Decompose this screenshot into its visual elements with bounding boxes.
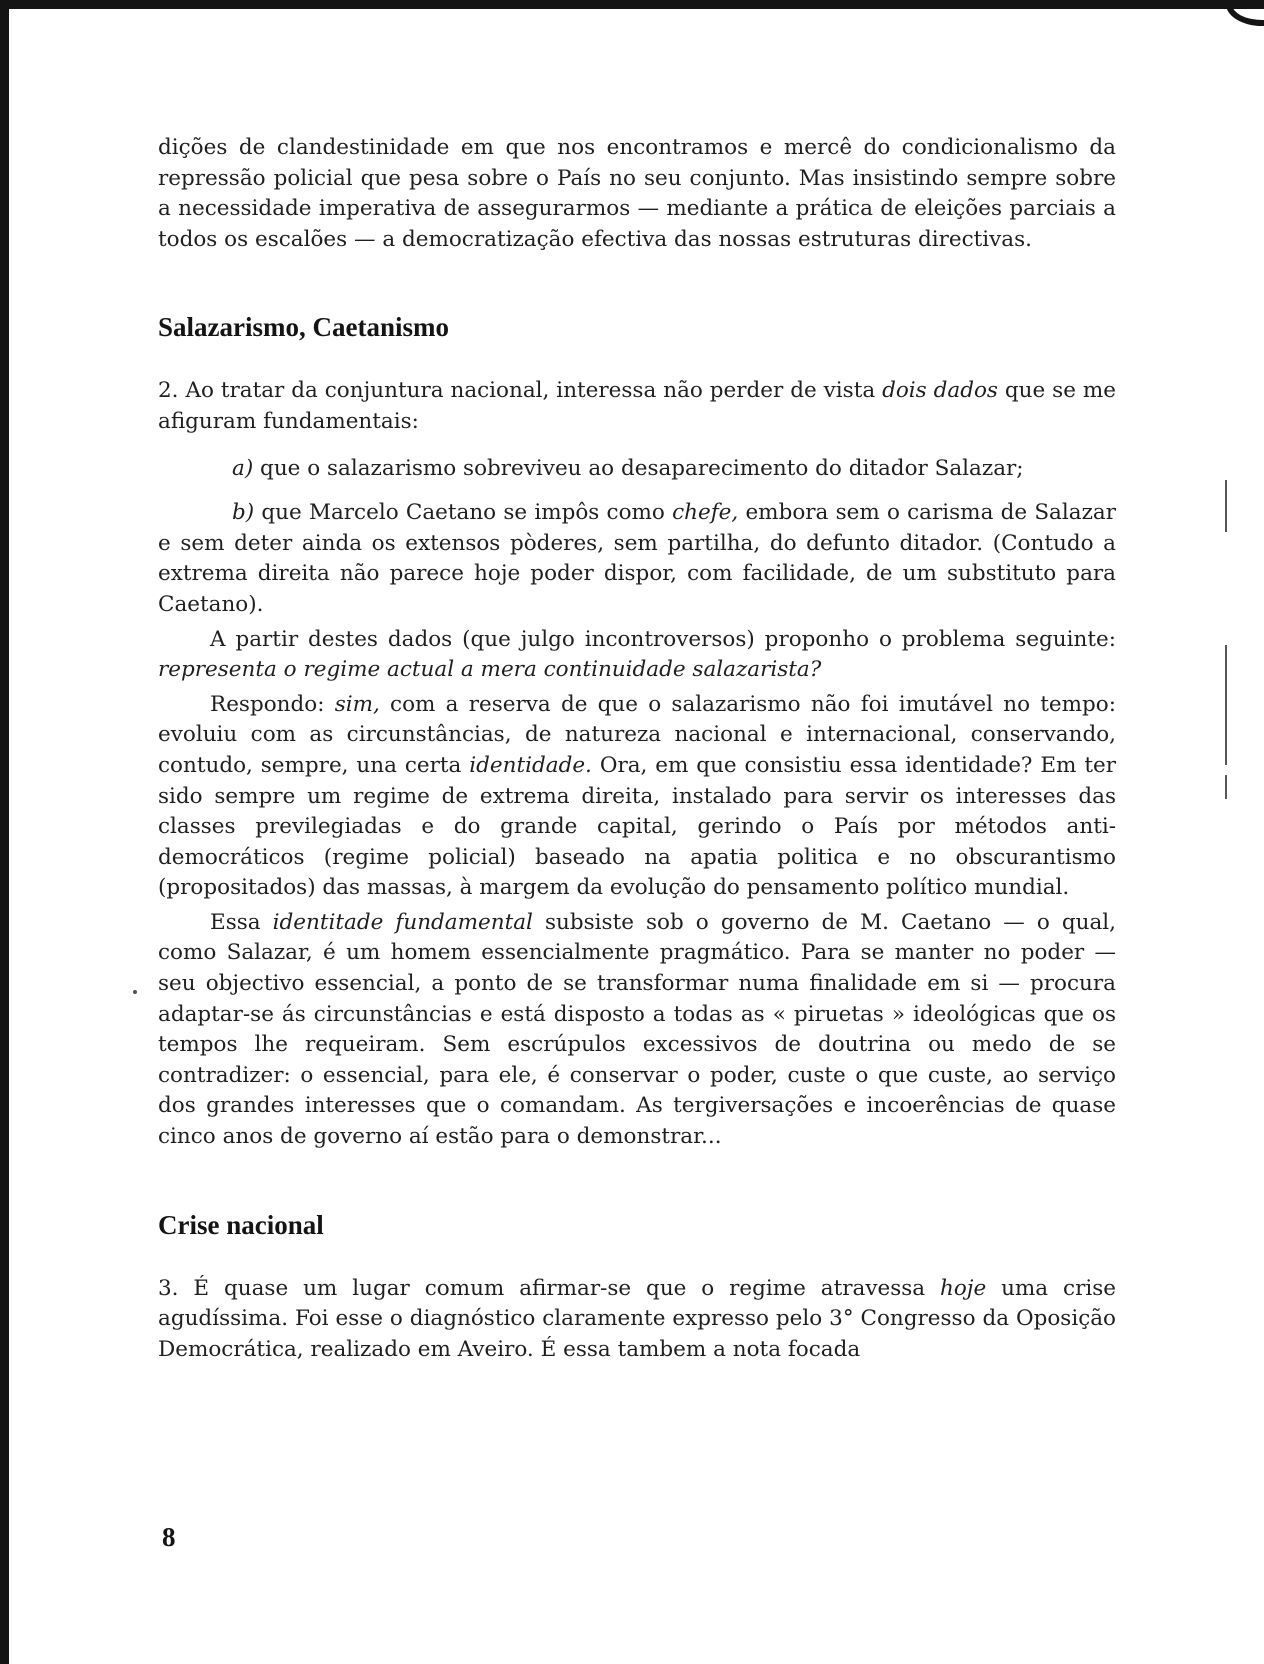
paragraph-essa-text-b: subsiste sob o governo de M. Caetano — o qual, como Salazar, é um homem essencialmente pragmático. Para se manter no poder — seu objectivo essencial, a ponto de se transformar numa finalidade em si — procura adaptar-se ás circunstâncias e está disposto a todas as « piruetas » ideológicas que os tempos lhe requeiram. Sem escrúpulos excessivos de doutrina ou medo de se contradizer: o essencial, para ele, é conservar o poder, custe o que custe, ao serviço dos grandes interesses que o comandam. As tergiversações e incoerências de quase cinco anos de governo aí estão para o demonstrar... xyxy=(158,909,1117,1150)
paragraph-3 xyxy=(158,1274,1116,1366)
page-content xyxy=(158,133,1116,1365)
margin-mark xyxy=(1225,775,1227,799)
paragraph-respondo-text-b: com a reserva de que o salazarismo não foi imutável no tempo: evoluiu com as circunstâncias, de natureza nacional e internacional, conservando, contudo, sempre, una certa xyxy=(158,691,1116,778)
intro-paragraph xyxy=(158,133,1116,255)
paragraph-essa-em: identitade fundamental xyxy=(272,909,533,935)
list-item-b-label: b) xyxy=(232,500,255,526)
margin-mark xyxy=(1225,645,1227,765)
list-item-a-label: a) xyxy=(232,455,254,481)
paragraph-dados xyxy=(158,625,1116,686)
page-number: 8 xyxy=(162,1522,176,1552)
paragraph-2-em: dois dados xyxy=(882,378,998,404)
section-heading-salazarismo: Salazarismo, Caetanismo xyxy=(158,312,449,343)
list-item-b-em: chefe, xyxy=(672,500,739,526)
paragraph-2-text-b: que se me afiguram fundamentais: xyxy=(158,378,1116,434)
paragraph-dados-question: representa o regime actual a mera continuidade salazarista? xyxy=(158,657,822,683)
paragraph-respondo xyxy=(158,690,1116,904)
list-item-b-text-a: que Marcelo Caetano se impôs como xyxy=(254,500,673,526)
list-item-b xyxy=(158,498,1116,620)
list-item-a-text: que o salazarismo sobreviveu ao desaparecimento do ditador Salazar; xyxy=(253,455,1024,481)
paragraph-respondo-text-a: Respondo: xyxy=(210,691,335,717)
paragraph-2 xyxy=(158,376,1116,437)
paragraph-essa-text-a: Essa xyxy=(210,909,273,935)
paragraph-respondo-em-1: sim, xyxy=(334,691,380,717)
section-heading-crise: Crise nacional xyxy=(158,1209,324,1240)
margin-mark xyxy=(1225,480,1227,532)
paragraph-3-text-a: 3. É quase um lugar comum afirmar-se que o regime atravessa xyxy=(158,1275,940,1301)
scan-page-curl xyxy=(1226,0,1264,26)
scan-left-edge xyxy=(0,0,9,1664)
paragraph-3-em: hoje xyxy=(939,1275,987,1301)
margin-mark xyxy=(133,990,137,994)
intro-text: dições de clandestinidade em que nos encontramos e mercê do condicionalismo da repressão policial que pesa sobre o País no seu conjunto. Mas insistindo sempre sobre a necessidade imperativa de assegurarmos — mediante a prática de eleições parciais a todos os escalões — a democratização efectiva das nossas estruturas directivas. xyxy=(158,135,1116,252)
list-item-b-text-b: embora sem o carisma de Salazar e sem deter ainda os extensos pòderes, sem partilha, do defunto ditador. (Contudo a extrema direita não parece hoje poder dispor, com facilidade, de um substituto para Caetano). xyxy=(158,500,1116,617)
scan-top-edge xyxy=(0,0,1264,9)
paragraph-dados-text: A partir destes dados (que julgo incontroversos) proponho o problema seguinte: xyxy=(210,626,1116,652)
paragraph-respondo-em-2: identidade. xyxy=(469,752,592,778)
paragraph-3-text-b: uma crise agudíssima. Foi esse o diagnóstico claramente expresso pelo 3° Congresso da Oposição Democrática, realizado em Aveiro. É essa tambem a nota focada xyxy=(158,1275,1116,1362)
paragraph-respondo-text-c: Ora, em que consistiu essa identidade? Em ter sido sempre um regime de extrema direita, instalado para servir os interesses das classes previlegiadas e do grande capital, gerindo o País por métodos anti-democráticos (regime policial) baseado na apatia politica e no obscurantismo (propositados) das massas, à margem da evolução do pensamento político mundial. xyxy=(158,752,1116,901)
list-item-a xyxy=(158,454,1116,485)
paragraph-essa xyxy=(158,908,1116,1153)
paragraph-2-text-a: 2. Ao tratar da conjuntura nacional, interessa não perder de vista xyxy=(158,378,883,404)
